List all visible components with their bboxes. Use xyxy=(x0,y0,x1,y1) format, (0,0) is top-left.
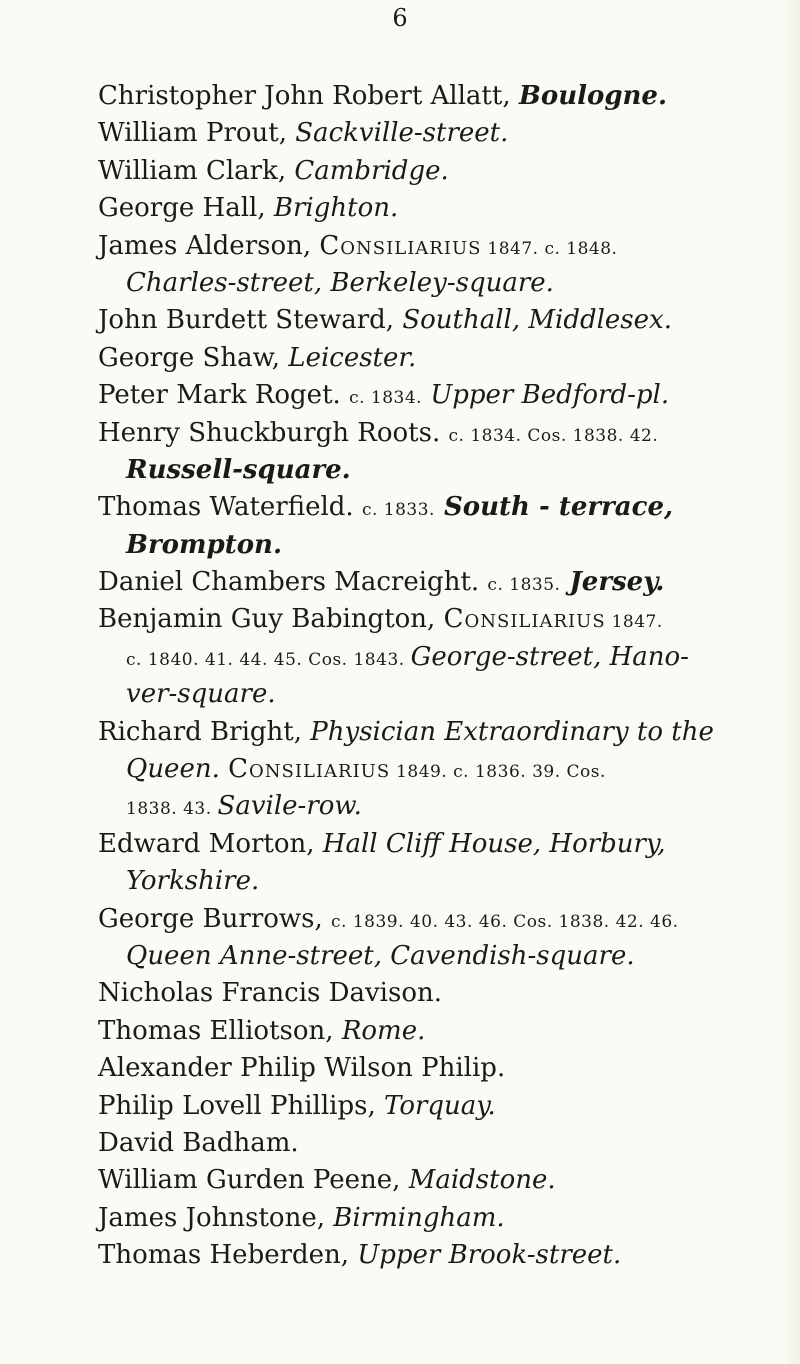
entry-address: Hall Cliff House, Horbury, xyxy=(322,828,666,859)
entry-line xyxy=(98,564,788,601)
entry-line xyxy=(98,1088,788,1125)
entry-line xyxy=(98,1200,788,1237)
entry-name: Henry Shuckburgh Roots. xyxy=(98,417,449,448)
entry-name: Edward Morton, xyxy=(98,828,323,859)
entry-line xyxy=(98,1237,788,1274)
entry-line xyxy=(98,153,788,190)
entry-address: Leicester. xyxy=(288,342,417,373)
entry-address: Brompton. xyxy=(126,529,283,560)
entry-continuation-line xyxy=(98,788,788,825)
entry-name: Daniel Chambers Macreight. xyxy=(98,567,488,598)
entry-line xyxy=(98,901,788,938)
entry-name: George Hall, xyxy=(98,193,274,224)
entry-line xyxy=(98,1162,788,1199)
entry-continuation-line xyxy=(98,265,788,302)
entry-name: David Badham. xyxy=(98,1127,299,1158)
entry-name: George Burrows, xyxy=(98,903,332,934)
entry-name: Benjamin Guy Babington, xyxy=(98,604,444,635)
entry-address: Sackville-street. xyxy=(295,118,509,149)
entry-dates: 1849. c. 1836. 39. Cos. xyxy=(390,762,606,783)
member-list xyxy=(98,78,788,1275)
entry-name: Richard Bright, xyxy=(98,716,311,747)
entry-line xyxy=(98,115,788,152)
entry-address: Jersey. xyxy=(560,567,665,598)
entry-address: Savile-row. xyxy=(217,791,362,822)
entry-line xyxy=(98,1125,788,1162)
entry-title: Consiliarius xyxy=(443,604,606,635)
entry-address: Yorkshire. xyxy=(126,866,260,897)
entry-address: Maidstone. xyxy=(408,1165,556,1196)
entry-address: Torquay. xyxy=(384,1090,496,1121)
entry-dates: 1847. xyxy=(605,612,663,633)
entry-name: James Alderson, xyxy=(98,230,320,261)
entry-continuation-line xyxy=(98,452,788,489)
entry-name: Thomas Waterfield. xyxy=(98,492,362,523)
page-number: 6 xyxy=(392,4,408,32)
entry-address: Birmingham. xyxy=(333,1202,505,1233)
entry-continuation-line xyxy=(98,863,788,900)
entry-dates: 1847. c. 1848. xyxy=(481,238,618,259)
entry-dates: c. 1834. xyxy=(349,388,423,409)
entry-name: William Prout, xyxy=(98,118,296,149)
entry-address: Cambridge. xyxy=(294,155,449,186)
entry-dates: 1838. 43. xyxy=(126,799,218,820)
entry-name: Thomas Heberden, xyxy=(98,1240,358,1271)
entry-address: Boulogne. xyxy=(518,81,667,111)
entry-line xyxy=(98,826,788,863)
entry-dates: c. 1839. 40. 43. 46. Cos. 1838. 42. 46. xyxy=(331,911,679,932)
entry-line xyxy=(98,340,788,377)
entry-name: Peter Mark Roget. xyxy=(98,380,350,411)
entry-dates: c. 1840. 41. 44. 45. Cos. 1843. xyxy=(126,649,411,670)
entry-address: Physician Extraordinary to the xyxy=(310,716,714,747)
entry-name: Nicholas Francis Davison. xyxy=(98,978,443,1009)
entry-address: Russell-square. xyxy=(126,454,351,485)
entry-address: ver-square. xyxy=(126,679,276,710)
entry-continuation-line xyxy=(98,676,788,713)
entry-address: Upper Brook-street. xyxy=(357,1240,622,1271)
entry-line xyxy=(98,601,788,638)
entry-name: William Clark, xyxy=(98,155,295,186)
entry-name: Alexander Philip Wilson Philip. xyxy=(98,1053,506,1084)
entry-line xyxy=(98,1050,788,1087)
entry-continuation-line xyxy=(98,639,788,676)
entry-name: Christopher John Robert Allatt, xyxy=(98,81,519,111)
entry-line xyxy=(98,302,788,339)
entry-line xyxy=(98,975,788,1012)
entry-address: Rome. xyxy=(341,1015,426,1046)
entry-line xyxy=(98,190,788,227)
entry-title: Consiliarius xyxy=(228,754,391,785)
entry-address: South - terrace, xyxy=(434,492,674,523)
entry-address: Upper Bedford-pl. xyxy=(422,380,670,411)
entry-line xyxy=(98,78,788,115)
entry-line xyxy=(98,228,788,265)
entry-line xyxy=(98,415,788,452)
entry-name: James Johnstone, xyxy=(98,1202,334,1233)
entry-title: Consiliarius xyxy=(319,230,482,261)
entry-name: Philip Lovell Phillips, xyxy=(98,1090,384,1121)
page-edge-shadow xyxy=(782,0,800,1364)
entry-name: Thomas Elliotson, xyxy=(98,1015,342,1046)
entry-line xyxy=(98,377,788,414)
entry-continuation-line xyxy=(98,938,788,975)
entry-line xyxy=(98,714,788,751)
entry-name: William Gurden Peene, xyxy=(98,1165,409,1196)
entry-line xyxy=(98,1013,788,1050)
entry-dates: c. 1835. xyxy=(487,575,561,596)
entry-address: Queen. xyxy=(126,754,229,785)
entry-line xyxy=(98,489,788,526)
entry-address: Southall, Middlesex. xyxy=(402,305,672,336)
entry-address: George-street, Hano- xyxy=(410,641,689,672)
entry-address: Queen Anne-street, Cavendish-square. xyxy=(126,940,635,971)
entry-name: George Shaw, xyxy=(98,342,289,373)
entry-name: John Burdett Steward, xyxy=(98,305,403,336)
entry-address: Charles-street, Berkeley-square. xyxy=(126,267,554,298)
entry-address: Brighton. xyxy=(273,193,399,224)
entry-continuation-line xyxy=(98,527,788,564)
entry-continuation-line xyxy=(98,751,788,788)
entry-dates: c. 1833. xyxy=(361,500,435,521)
entry-dates: c. 1834. Cos. 1838. 42. xyxy=(448,425,659,446)
